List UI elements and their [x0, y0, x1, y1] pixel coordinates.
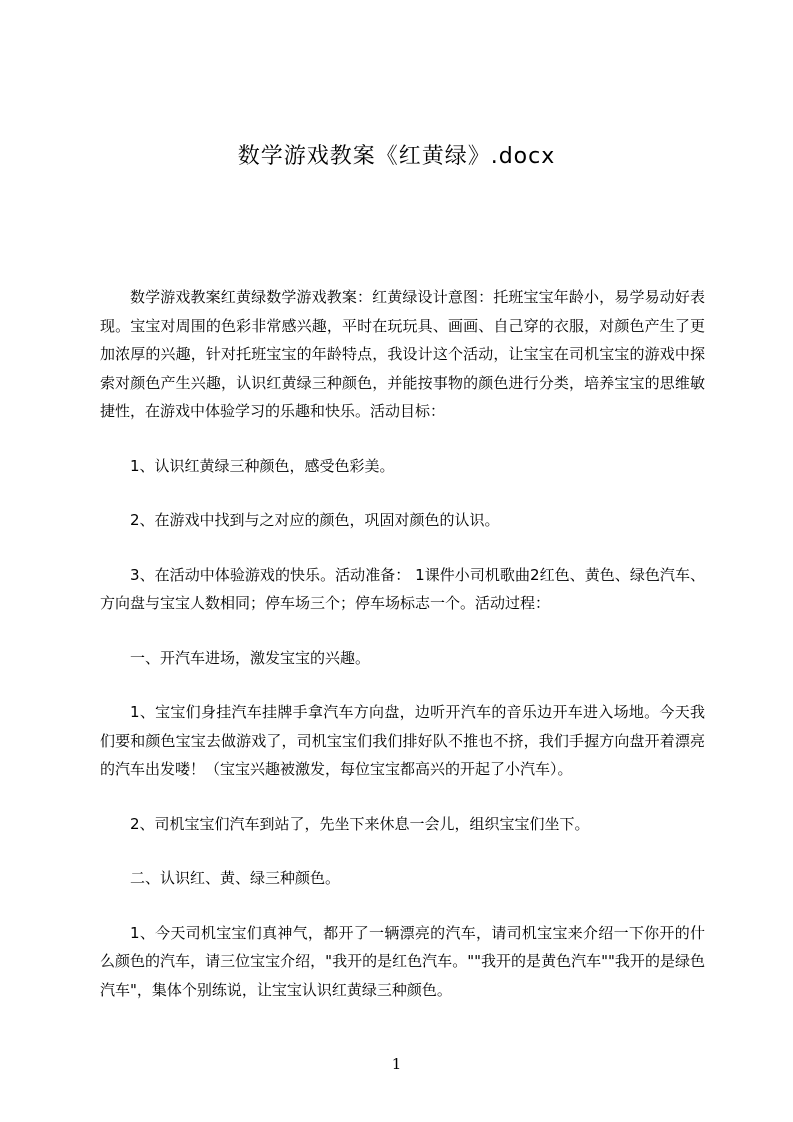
- paragraph-process-heading-1: 一、开汽车进场，激发宝宝的兴趣。: [130, 648, 371, 667]
- paragraph-process-1-1: 1、宝宝们身挂汽车挂牌手拿汽车方向盘，边听开汽车的音乐边开车进入场地。今天我们要和颜色宝宝去做游戏了，司机宝宝们我们排好队不推也不挤，我们手握方向盘开着漂亮的汽车出发喽！（宝宝兴趣被激发，每位宝宝都高兴的开起了小汽车）。: [100, 703, 705, 778]
- paragraph-goal-2: 2、在游戏中找到与之对应的颜色，巩固对颜色的认识。: [130, 511, 500, 529]
- paragraph-goal-1: 1、认识红黄绿三种颜色，感受色彩美。: [130, 456, 395, 475]
- paragraph-process-1-2: 2、司机宝宝们汽车到站了，先坐下来休息一会儿，组织宝宝们坐下。: [130, 814, 590, 833]
- paragraph-goal-3: 3、在活动中体验游戏的快乐。活动准备： 1课件小司机歌曲2红色、黄色、绿色汽车、方向盘与宝宝人数相同；停车场三个；停车场标志一个。活动过程：: [100, 565, 705, 612]
- paragraph-process-2-1: 1、今天司机宝宝们真神气，都开了一辆漂亮的汽车，请司机宝宝来介绍一下你开的什么颜色的汽车，请三位宝宝介绍，"我开的是红色汽车。""我开的是黄色汽车""我开的是绿色汽车"，集体个别练说，让宝宝认识红黄绿三种颜色。: [100, 923, 705, 999]
- document-body: [100, 283, 705, 1030]
- paragraph-intro: 数学游戏教案红黄绿数学游戏教案：红黄绿设计意图：托班宝宝年龄小，易学易动好表现。宝宝对周围的色彩非常感兴趣，平时在玩玩具、画画、自己穿的衣服，对颜色产生了更加浓厚的兴趣，针对托班宝宝的年龄特点，我设计这个活动，让宝宝在司机宝宝的游戏中探索对颜色产生兴趣，认识红黄绿三种颜色，并能按事物的颜色进行分类，培养宝宝的思维敏捷性，在游戏中体验学习的乐趣和快乐。活动目标：: [100, 288, 705, 420]
- document-title: 数学游戏教案《红黄绿》.docx: [237, 144, 556, 169]
- paragraph-process-heading-2: 二、认识红、黄、绿三种颜色。: [130, 869, 341, 887]
- page-number: 1: [391, 1055, 402, 1073]
